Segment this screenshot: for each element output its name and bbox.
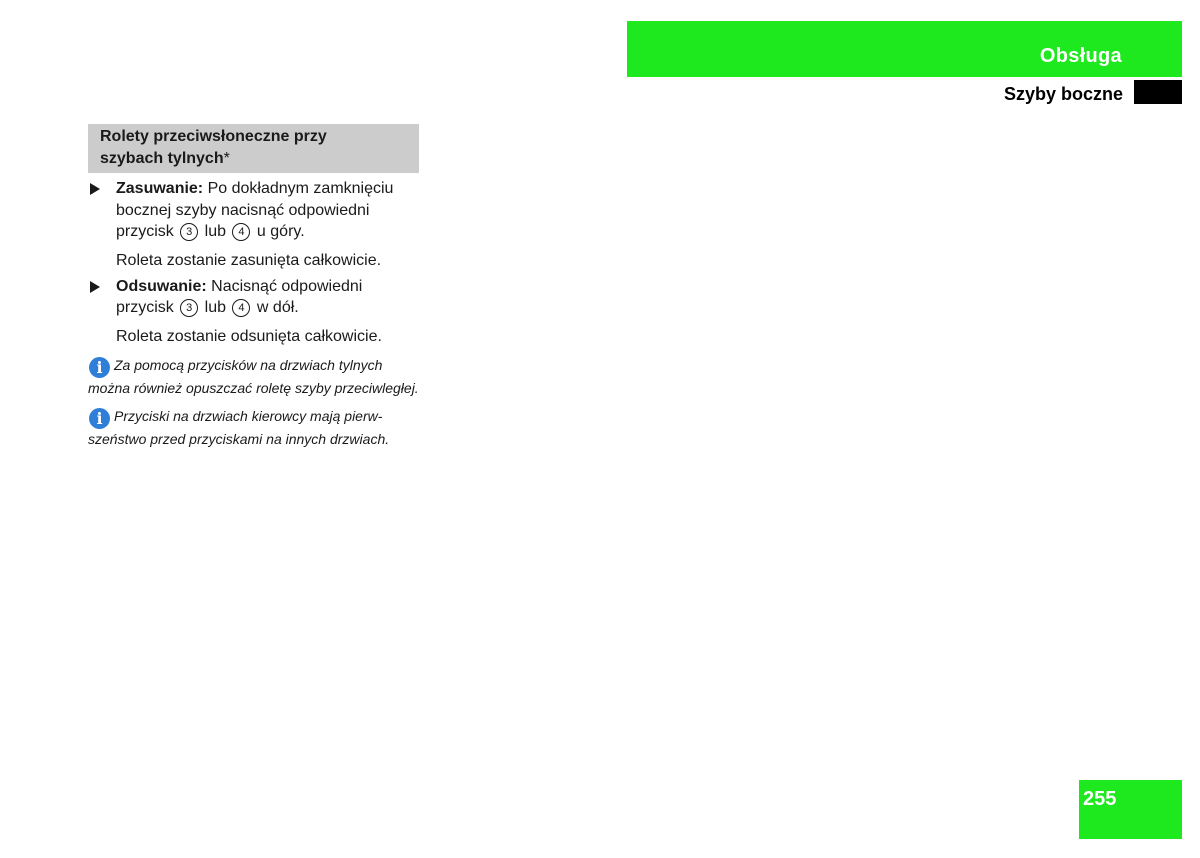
heading-line-2: szybach tylnych (100, 150, 224, 167)
content-column (88, 124, 419, 450)
step-text: Po dokładnym zamknięciu bocznej szyby nacisnąć odpowiedni przycisk (116, 180, 394, 240)
step-result: Roleta zostanie zasunięta całkowicie. (116, 251, 382, 269)
button-number-4-icon: 4 (232, 223, 250, 241)
step-item (88, 178, 419, 243)
section-marker (1134, 80, 1182, 104)
page-number: 255 (1083, 788, 1117, 810)
step-text-end: u góry. (252, 223, 305, 240)
step-term: Odsuwanie: (116, 277, 207, 295)
page-number-box (1079, 780, 1182, 839)
step-text-connector: lub (200, 223, 231, 240)
button-number-3-icon: 3 (180, 299, 198, 317)
button-number-4-icon: 4 (232, 299, 250, 317)
step-text: Nacisnąć odpowiedni przycisk (116, 277, 363, 316)
note-text: Przyciski na drzwiach kierowcy mają pierw-szeństwo przed przyciskami na innych drzwiach. (88, 408, 390, 447)
step-term: Zasuwanie: (116, 180, 204, 197)
header-bar (627, 21, 1182, 77)
optional-equipment-star: * (223, 150, 230, 167)
chapter-title: Obsługa (1039, 45, 1122, 67)
step-result: Roleta zostanie odsunięta całkowicie. (116, 327, 382, 345)
bullet-arrow-icon (90, 183, 100, 195)
info-icon: i (89, 408, 110, 429)
info-note (88, 406, 419, 450)
bullet-arrow-icon (90, 281, 100, 293)
info-icon: i (89, 357, 110, 378)
button-number-3-icon: 3 (180, 223, 198, 241)
section-title: Szyby boczne (1003, 84, 1123, 104)
info-note (88, 355, 419, 399)
step-item (88, 276, 419, 319)
heading-line-1: Rolety przeciwsłoneczne przy (100, 128, 327, 145)
note-text: Za pomocą przycisków na drzwiach tylnych można również opuszczać roletę szyby przeciwległej. (88, 356, 419, 396)
step-text-connector: lub (200, 299, 231, 316)
section-heading (88, 124, 419, 173)
step-text-end: w dół. (252, 299, 299, 316)
